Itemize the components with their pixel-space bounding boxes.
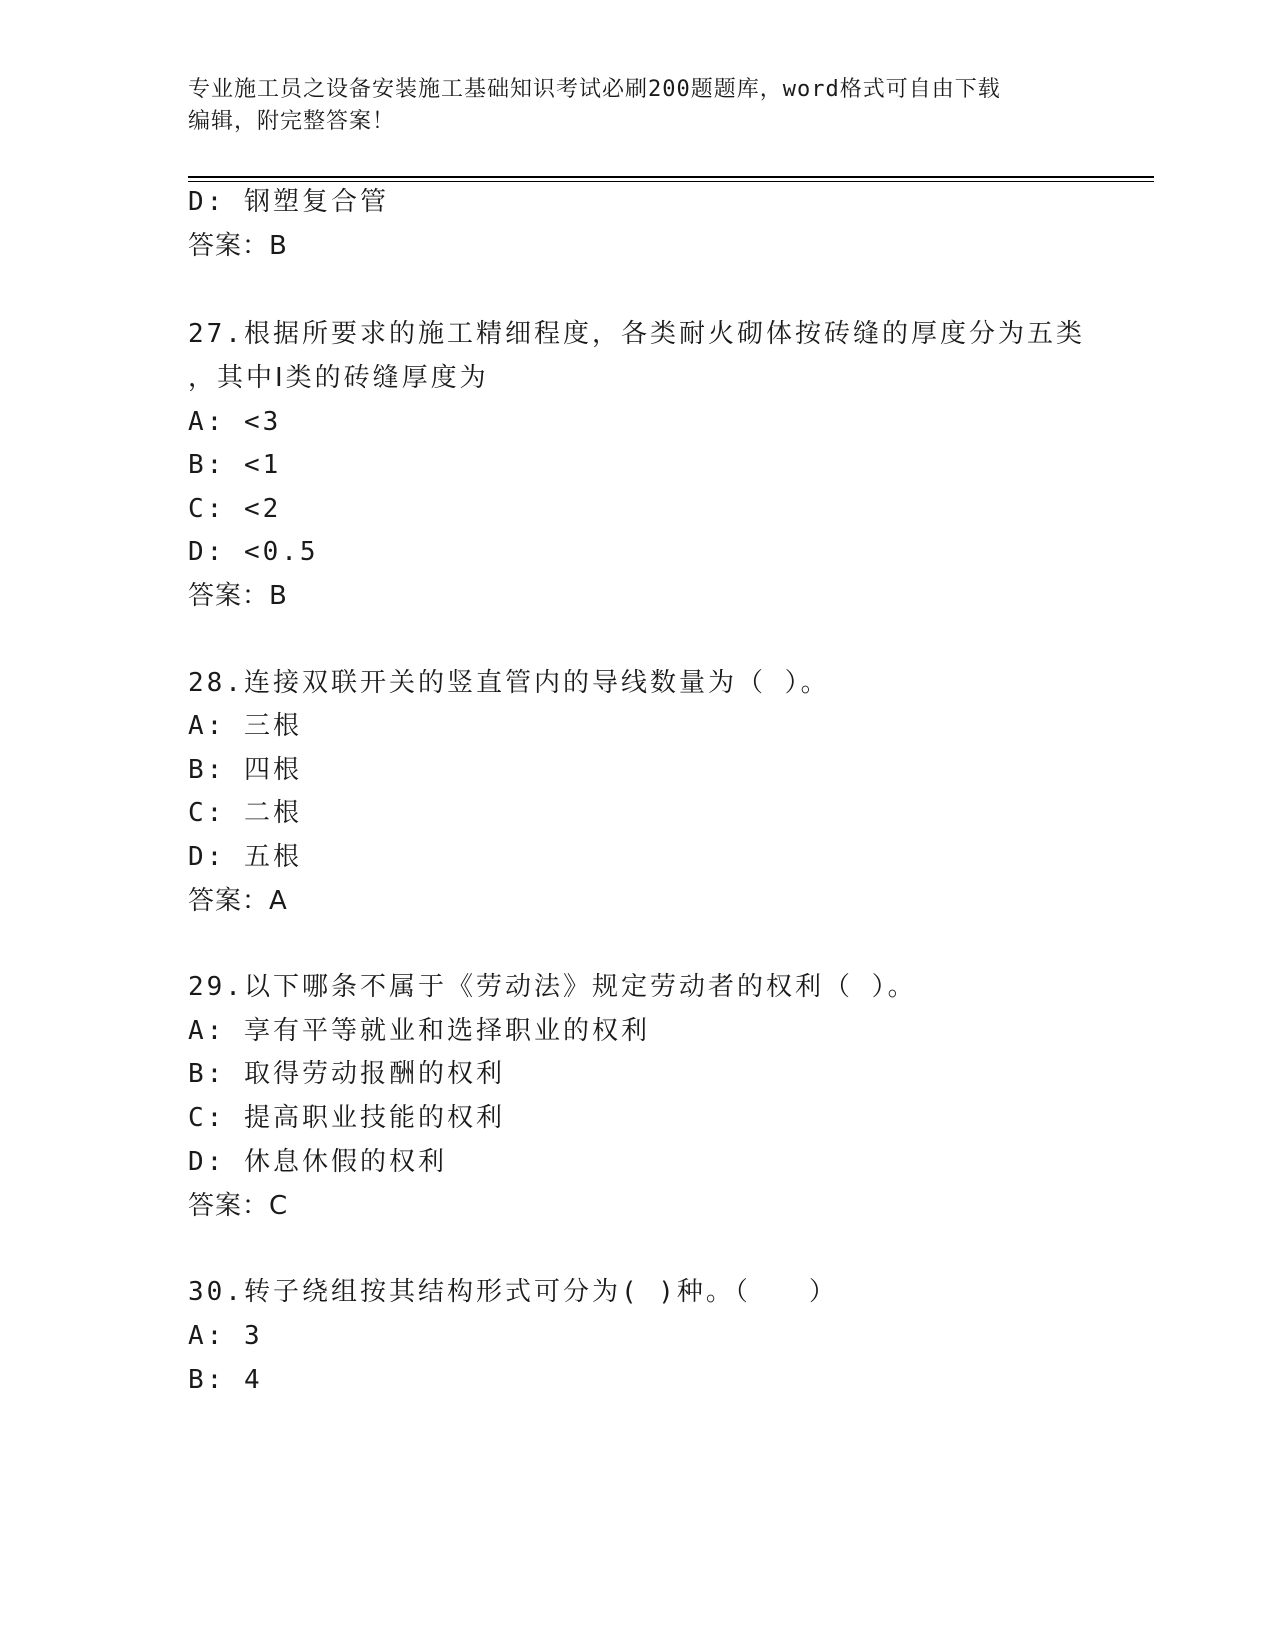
q28-option-b: B: 四根 (188, 755, 302, 785)
q27-stem-line-2: ，其中Ⅰ类的砖缝厚度为 (188, 363, 489, 393)
q28-option-d: D: 五根 (188, 842, 302, 872)
q27-option-c: C: <2 (188, 494, 282, 524)
q29-option-a: A: 享有平等就业和选择职业的权利 (188, 1016, 650, 1046)
header-divider-thin (188, 181, 1154, 182)
q27-answer: 答案：B (188, 581, 288, 611)
q29-stem: 29.以下哪条不属于《劳动法》规定劳动者的权利（ ）。 (188, 972, 917, 1002)
q27-option-a: A: <3 (188, 407, 282, 437)
q27-option-d: D: <0.5 (188, 537, 319, 567)
prev-answer: 答案：B (188, 231, 288, 261)
q28-answer: 答案：A (188, 886, 288, 916)
prev-option-d: D: 钢塑复合管 (188, 187, 389, 217)
q28-stem: 28.连接双联开关的竖直管内的导线数量为（ ）。 (188, 668, 830, 698)
header-title-line-2: 编辑，附完整答案！ (188, 109, 396, 134)
q29-answer: 答案：C (188, 1191, 289, 1221)
document-header (188, 74, 1068, 138)
q29-option-d: D: 休息休假的权利 (188, 1147, 447, 1177)
q28-option-a: A: 三根 (188, 711, 302, 741)
q30-option-b: B: 4 (188, 1365, 263, 1395)
q29-option-c: C: 提高职业技能的权利 (188, 1103, 505, 1133)
q27-stem-line-1: 27.根据所要求的施工精细程度，各类耐火砌体按砖缝的厚度分为五类 (188, 319, 1085, 349)
q27-option-b: B: <1 (188, 450, 282, 480)
q29-option-b: B: 取得劳动报酬的权利 (188, 1059, 505, 1089)
q30-option-a: A: 3 (188, 1321, 263, 1351)
header-divider-thick (188, 176, 1154, 178)
q30-stem: 30.转子绕组按其结构形式可分为( )种。（ ） (188, 1277, 838, 1307)
q28-option-c: C: 二根 (188, 798, 302, 828)
header-title-line-1: 专业施工员之设备安装施工基础知识考试必刷200题题库，word格式可自由下载 (188, 77, 1001, 102)
